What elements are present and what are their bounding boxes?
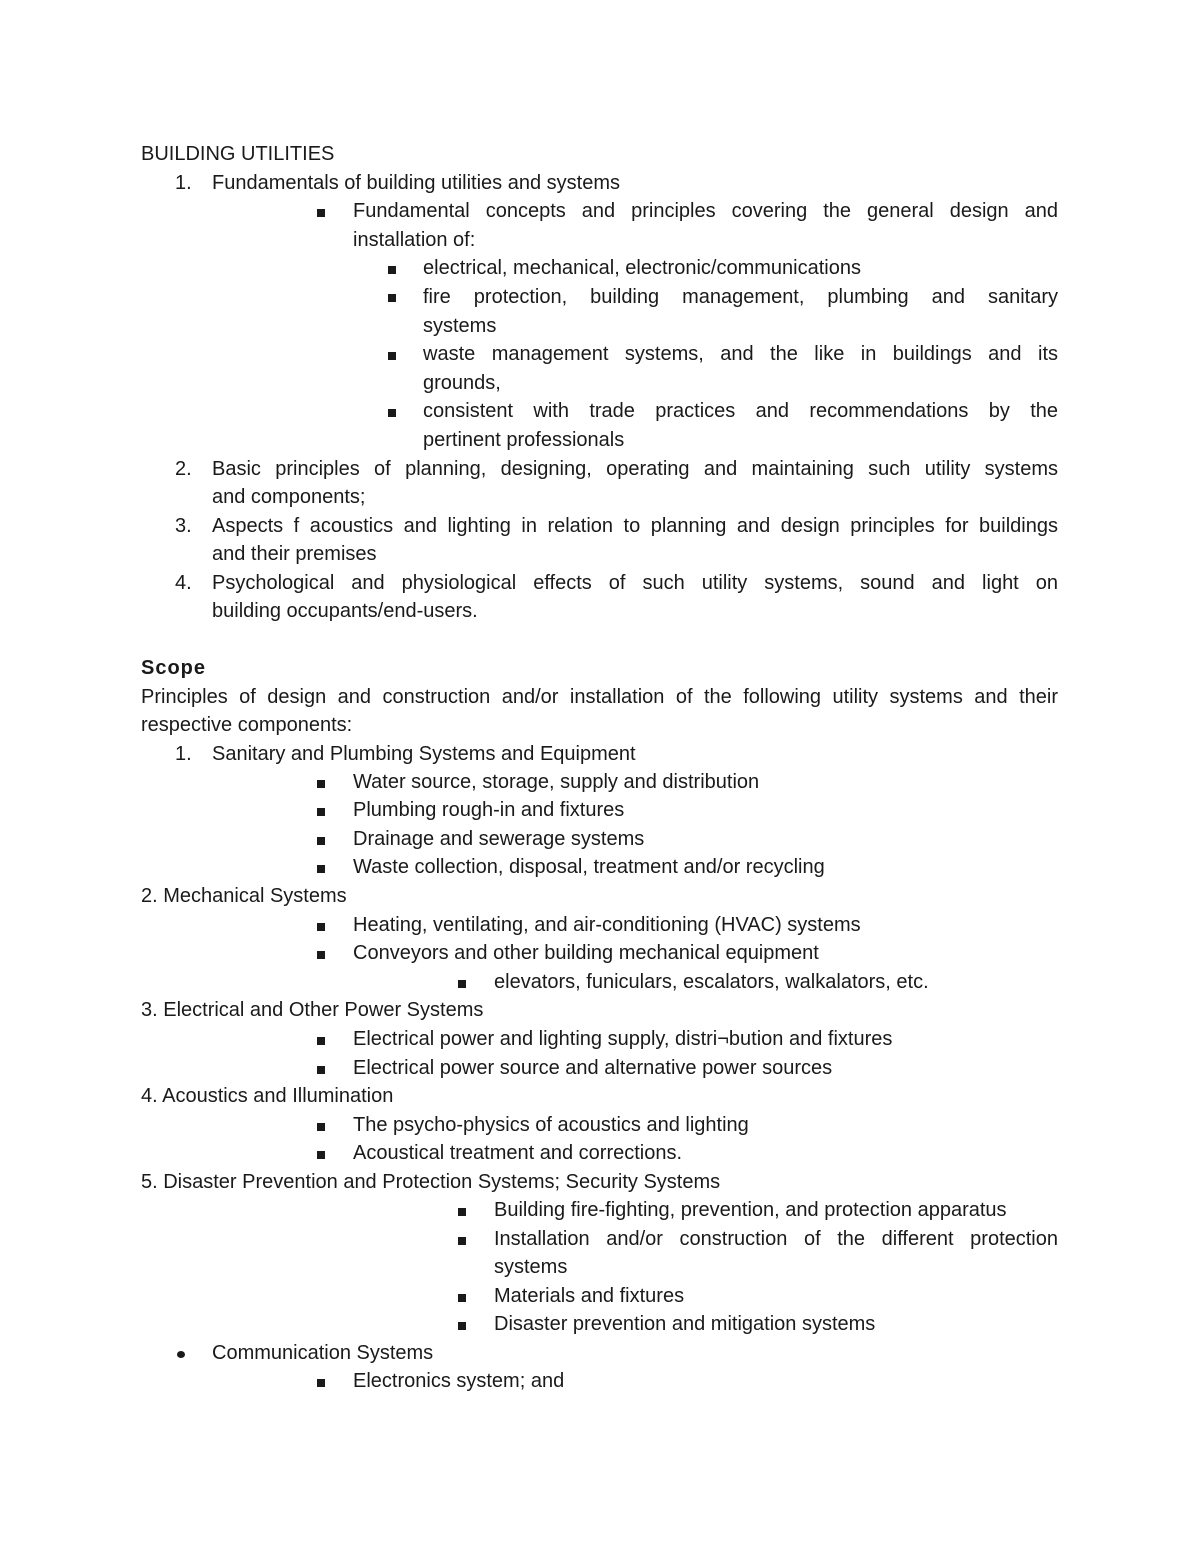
square-bullet-icon bbox=[458, 1237, 466, 1245]
list-item: Fundamental concepts and principles covering the general design and bbox=[353, 200, 1058, 222]
square-bullet-icon bbox=[388, 266, 396, 274]
section-item: 4. Acoustics and Illumination bbox=[141, 1085, 394, 1107]
square-bullet-icon bbox=[458, 1322, 466, 1330]
square-bullet-icon bbox=[458, 1208, 466, 1216]
list-number: 2. bbox=[175, 458, 192, 480]
list-item: Plumbing rough-in and fixtures bbox=[353, 799, 625, 821]
list-item: Fundamentals of building utilities and systems bbox=[212, 172, 620, 194]
list-item: and components; bbox=[212, 486, 366, 508]
list-item: waste management systems, and the like in buildings and its bbox=[423, 343, 1058, 365]
list-number: 3. bbox=[175, 515, 192, 537]
section-item: 5. Disaster Prevention and Protection Systems; Security Systems bbox=[141, 1171, 721, 1193]
list-item: Conveyors and other building mechanical equipment bbox=[353, 942, 819, 964]
list-item: grounds, bbox=[423, 372, 501, 394]
list-item: Acoustical treatment and corrections. bbox=[353, 1142, 683, 1164]
square-bullet-icon bbox=[458, 980, 466, 988]
list-item: elevators, funiculars, escalators, walkalators, etc. bbox=[494, 971, 929, 993]
square-bullet-icon bbox=[317, 209, 325, 217]
list-item: Drainage and sewerage systems bbox=[353, 828, 645, 850]
list-item: systems bbox=[423, 315, 497, 337]
list-item: Building fire-fighting, prevention, and protection apparatus bbox=[494, 1199, 1007, 1221]
list-item: Aspects f acoustics and lighting in relation to planning and design principles for buildings bbox=[212, 515, 1058, 537]
section-heading: Scope bbox=[141, 657, 207, 679]
square-bullet-icon bbox=[388, 294, 396, 302]
list-item: pertinent professionals bbox=[423, 429, 625, 451]
square-bullet-icon bbox=[317, 1379, 325, 1387]
section-item: 2. Mechanical Systems bbox=[141, 885, 347, 907]
list-item: installation of: bbox=[353, 229, 476, 251]
list-number: 4. bbox=[175, 572, 192, 594]
list-item: Waste collection, disposal, treatment and/or recycling bbox=[353, 856, 825, 878]
list-item: Materials and fixtures bbox=[494, 1285, 685, 1307]
list-item: consistent with trade practices and recommendations by the bbox=[423, 400, 1058, 422]
list-item: Water source, storage, supply and distribution bbox=[353, 771, 760, 793]
square-bullet-icon bbox=[317, 1151, 325, 1159]
page-title: BUILDING UTILITIES bbox=[141, 143, 335, 165]
square-bullet-icon bbox=[317, 1037, 325, 1045]
list-item: building occupants/end-users. bbox=[212, 600, 478, 622]
paragraph: Principles of design and construction and/or installation of the following utility systems and their bbox=[141, 686, 1058, 708]
list-item: and their premises bbox=[212, 543, 377, 565]
list-item: Electrical power source and alternative power sources bbox=[353, 1057, 833, 1079]
list-item: Heating, ventilating, and air-conditioning (HVAC) systems bbox=[353, 914, 861, 936]
list-number: 1. bbox=[175, 172, 192, 194]
list-number: 1. bbox=[175, 743, 192, 765]
square-bullet-icon bbox=[388, 409, 396, 417]
list-item: Psychological and physiological effects of such utility systems, sound and light on bbox=[212, 572, 1058, 594]
list-item: systems bbox=[494, 1256, 568, 1278]
list-item: Disaster prevention and mitigation systems bbox=[494, 1313, 876, 1335]
list-item: electrical, mechanical, electronic/communications bbox=[423, 257, 861, 279]
list-item: fire protection, building management, plumbing and sanitary bbox=[423, 286, 1058, 308]
square-bullet-icon bbox=[317, 923, 325, 931]
square-bullet-icon bbox=[388, 352, 396, 360]
section-item: Communication Systems bbox=[212, 1342, 434, 1364]
square-bullet-icon bbox=[317, 1123, 325, 1131]
square-bullet-icon bbox=[317, 865, 325, 873]
square-bullet-icon bbox=[317, 951, 325, 959]
list-item: Basic principles of planning, designing, operating and maintaining such utility systems bbox=[212, 458, 1058, 480]
square-bullet-icon bbox=[458, 1294, 466, 1302]
section-item: 3. Electrical and Other Power Systems bbox=[141, 999, 484, 1021]
square-bullet-icon bbox=[317, 837, 325, 845]
square-bullet-icon bbox=[317, 1066, 325, 1074]
paragraph: respective components: bbox=[141, 714, 353, 736]
list-item: Installation and/or construction of the different protection bbox=[494, 1228, 1058, 1250]
list-item: Electrical power and lighting supply, distri¬bution and fixtures bbox=[353, 1028, 893, 1050]
list-item: The psycho-physics of acoustics and lighting bbox=[353, 1114, 749, 1136]
square-bullet-icon bbox=[317, 808, 325, 816]
section-item: Sanitary and Plumbing Systems and Equipment bbox=[212, 743, 636, 765]
round-bullet-icon bbox=[177, 1351, 185, 1358]
square-bullet-icon bbox=[317, 780, 325, 788]
list-item: Electronics system; and bbox=[353, 1370, 565, 1392]
